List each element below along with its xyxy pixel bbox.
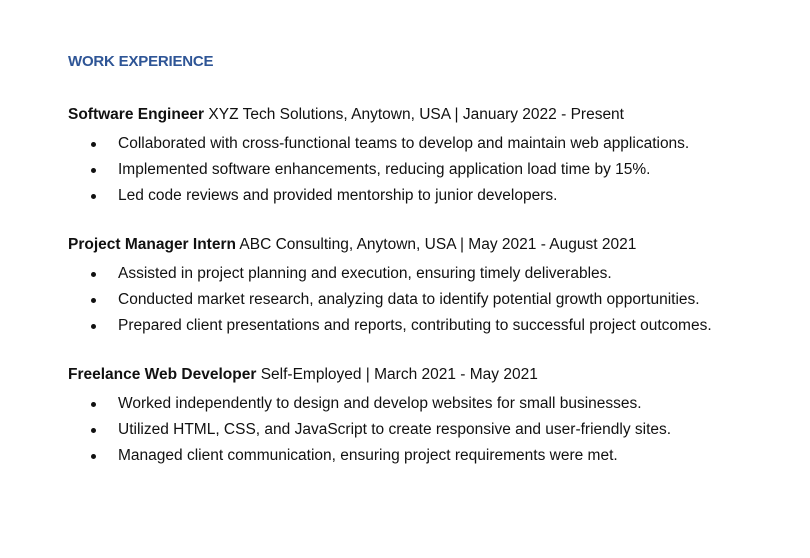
- bullet-dot-icon: [91, 168, 96, 173]
- bullet-dot-icon: [91, 324, 96, 329]
- bullet-dot-icon: [91, 298, 96, 303]
- list-item: [68, 183, 798, 209]
- list-item: [68, 417, 798, 443]
- bullet-text: Worked independently to design and develop websites for small businesses.: [118, 395, 642, 412]
- list-item: [68, 261, 798, 287]
- job-header: [68, 235, 798, 255]
- section-heading-work-experience: WORK EXPERIENCE: [68, 53, 214, 70]
- bullet-text: Assisted in project planning and execution, ensuring timely deliverables.: [118, 265, 612, 282]
- bullet-dot-icon: [91, 428, 96, 433]
- job-title: Project Manager Intern: [68, 236, 236, 253]
- bullet-text: Managed client communication, ensuring project requirements were met.: [118, 447, 618, 464]
- job-header: [68, 365, 798, 385]
- job-bullet-list: [68, 131, 798, 209]
- job-entry-freelance-web-developer: [68, 365, 798, 469]
- job-bullet-list: [68, 261, 798, 339]
- job-title: Software Engineer: [68, 106, 205, 123]
- bullet-dot-icon: [91, 272, 96, 277]
- job-details: XYZ Tech Solutions, Anytown, USA | January 2022 - Present: [208, 106, 624, 123]
- bullet-text: Implemented software enhancements, reducing application load time by 15%.: [118, 161, 651, 178]
- job-entry-project-manager-intern: [68, 235, 798, 339]
- bullet-dot-icon: [91, 402, 96, 407]
- list-item: [68, 157, 798, 183]
- bullet-dot-icon: [91, 454, 96, 459]
- list-item: [68, 131, 798, 157]
- bullet-text: Collaborated with cross-functional teams to develop and maintain web applications.: [118, 135, 690, 152]
- bullet-text: Conducted market research, analyzing data to identify potential growth opportunities.: [118, 291, 700, 308]
- bullet-text: Led code reviews and provided mentorship to junior developers.: [118, 187, 558, 204]
- job-details: Self-Employed | March 2021 - May 2021: [260, 366, 538, 383]
- job-header: [68, 105, 798, 125]
- job-entry-software-engineer: [68, 105, 798, 209]
- bullet-dot-icon: [91, 194, 96, 199]
- list-item: [68, 313, 798, 339]
- bullet-text: Prepared client presentations and reports, contributing to successful project outcomes.: [118, 317, 712, 334]
- job-bullet-list: [68, 391, 798, 469]
- job-details: ABC Consulting, Anytown, USA | May 2021 - August 2021: [239, 236, 637, 253]
- job-title: Freelance Web Developer: [68, 366, 257, 383]
- bullet-dot-icon: [91, 142, 96, 147]
- list-item: [68, 391, 798, 417]
- bullet-text: Utilized HTML, CSS, and JavaScript to create responsive and user-friendly sites.: [118, 421, 672, 438]
- list-item: [68, 443, 798, 469]
- list-item: [68, 287, 798, 313]
